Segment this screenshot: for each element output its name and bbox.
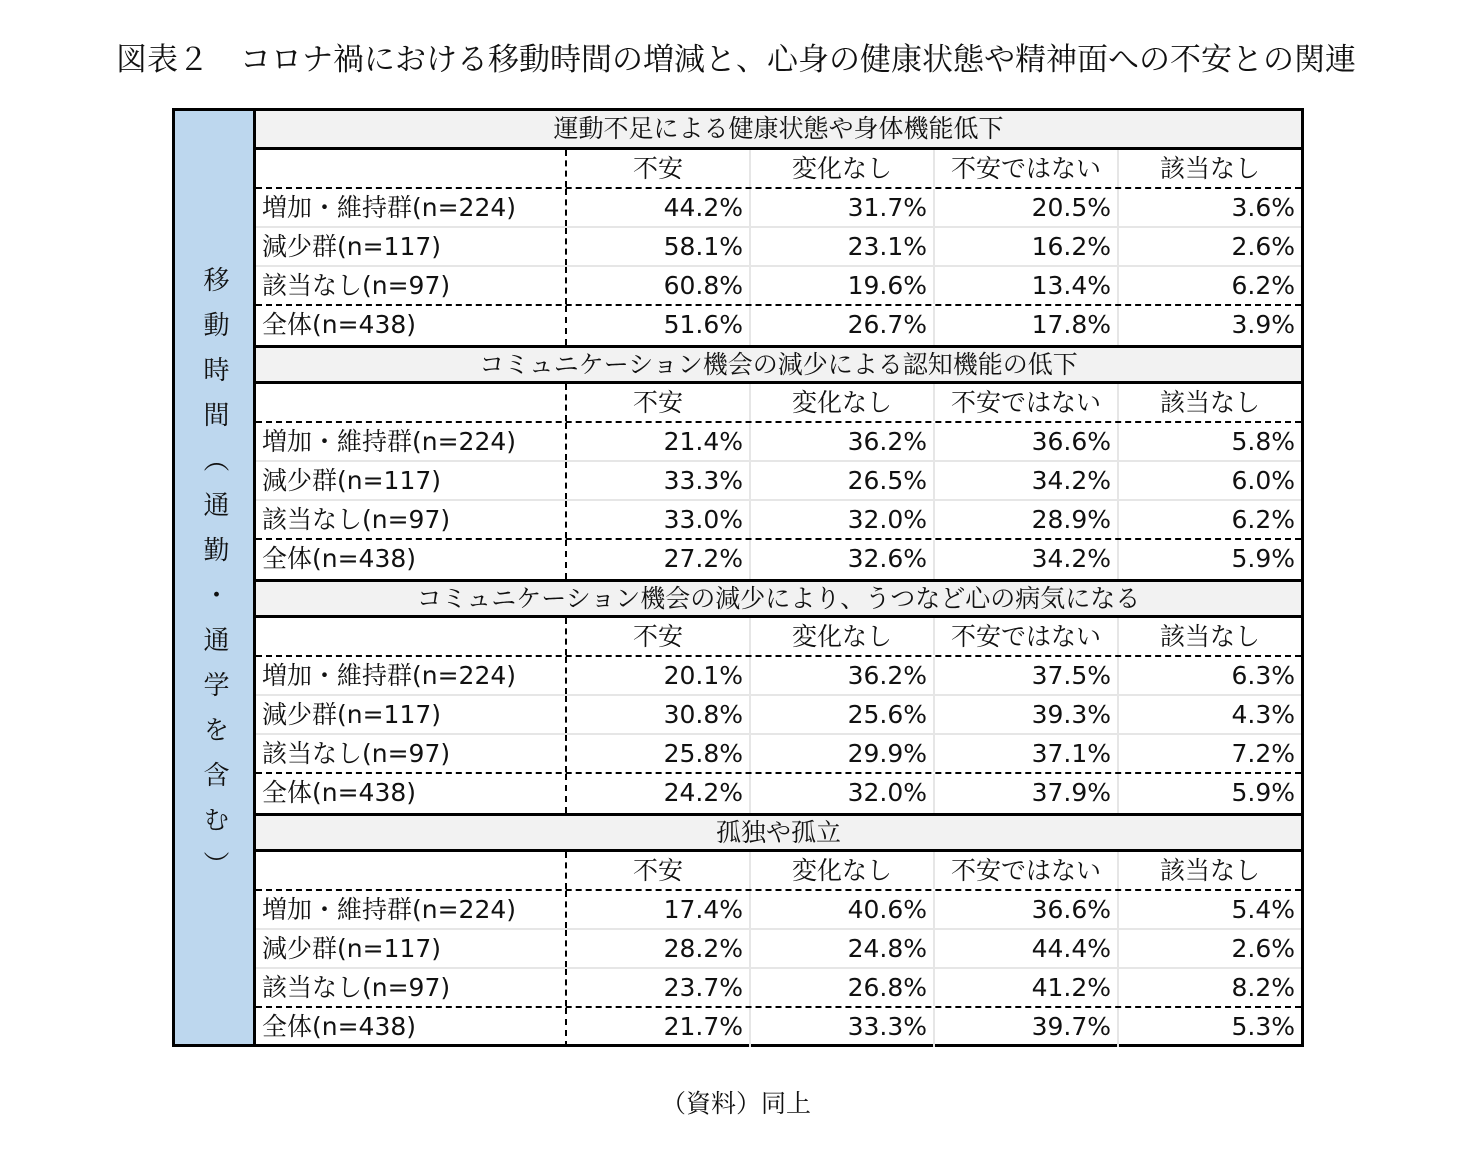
value-cell: 17.8% <box>935 306 1119 345</box>
data-table <box>172 108 1304 1047</box>
table-row <box>256 423 1301 462</box>
column-header-row <box>256 618 1301 657</box>
side-label: 移動時間（通勤・通学を含む） <box>199 265 229 896</box>
value-cell: 36.6% <box>935 891 1119 928</box>
value-cell: 17.4% <box>567 891 751 928</box>
value-cell: 25.6% <box>751 696 935 733</box>
value-cell: 34.2% <box>935 540 1119 579</box>
row-label: 増加・維持群(n=224) <box>256 891 567 928</box>
table-row <box>256 657 1301 696</box>
value-cell: 21.4% <box>567 423 751 460</box>
row-label: 全体(n=438) <box>256 774 567 813</box>
value-cell: 3.9% <box>1231 310 1295 339</box>
value-cell: 20.5% <box>935 189 1119 226</box>
value-cell: 28.9% <box>935 501 1119 538</box>
value-cell: 7.2% <box>1231 739 1295 768</box>
section-heading: コミュニケーション機会の減少による認知機能の低下 <box>256 345 1301 384</box>
value-cell: 28.2% <box>567 930 751 967</box>
column-header: 不安 <box>567 618 751 655</box>
table-row <box>256 540 1301 579</box>
table-row <box>256 306 1301 345</box>
value-cell: 21.7% <box>567 1008 751 1047</box>
value-cell: 8.2% <box>1231 973 1295 1002</box>
row-label: 減少群(n=117) <box>256 462 567 499</box>
value-cell: 4.3% <box>1231 700 1295 729</box>
value-cell: 6.0% <box>1231 466 1295 495</box>
table-section <box>256 813 1301 1047</box>
figure-title: 図表２ コロナ禍における移動時間の増減と、心身の健康状態や精神面への不安との関連 <box>116 42 1356 78</box>
table-body <box>256 111 1301 1044</box>
value-cell: 23.7% <box>567 969 751 1006</box>
side-header <box>175 111 256 1044</box>
value-cell: 33.3% <box>751 1008 935 1047</box>
value-cell: 3.6% <box>1231 193 1295 222</box>
value-cell: 5.4% <box>1231 895 1295 924</box>
value-cell: 20.1% <box>567 657 751 694</box>
column-header: 不安ではない <box>935 384 1119 421</box>
table-row <box>256 267 1301 306</box>
source-note: （資料）同上 <box>660 1089 811 1118</box>
value-cell: 37.5% <box>935 657 1119 694</box>
value-cell: 36.2% <box>751 657 935 694</box>
table-row <box>256 891 1301 930</box>
column-header-blank <box>256 150 567 187</box>
column-header: 変化なし <box>751 384 935 421</box>
row-label: 全体(n=438) <box>256 540 567 579</box>
table-row <box>256 501 1301 540</box>
row-label: 減少群(n=117) <box>256 696 567 733</box>
column-header: 該当なし <box>1159 856 1260 885</box>
column-header: 変化なし <box>751 618 935 655</box>
table-row <box>256 969 1301 1008</box>
column-header: 不安ではない <box>935 618 1119 655</box>
value-cell: 5.3% <box>1231 1012 1295 1041</box>
table-section <box>256 345 1301 579</box>
row-label: 該当なし(n=97) <box>256 735 567 772</box>
value-cell: 44.2% <box>567 189 751 226</box>
table-row <box>256 1008 1301 1047</box>
column-header-row <box>256 384 1301 423</box>
value-cell: 24.8% <box>751 930 935 967</box>
row-label: 該当なし(n=97) <box>256 969 567 1006</box>
column-header: 該当なし <box>1159 622 1260 651</box>
column-header-row <box>256 852 1301 891</box>
value-cell: 24.2% <box>567 774 751 813</box>
row-label: 全体(n=438) <box>256 1008 567 1047</box>
value-cell: 25.8% <box>567 735 751 772</box>
value-cell: 33.0% <box>567 501 751 538</box>
row-label: 増加・維持群(n=224) <box>256 423 567 460</box>
column-header-row <box>256 150 1301 189</box>
value-cell: 36.6% <box>935 423 1119 460</box>
column-header: 不安 <box>567 150 751 187</box>
value-cell: 5.8% <box>1231 427 1295 456</box>
table-row <box>256 735 1301 774</box>
column-header: 該当なし <box>1159 154 1260 183</box>
value-cell: 39.3% <box>935 696 1119 733</box>
value-cell: 37.9% <box>935 774 1119 813</box>
column-header-blank <box>256 852 567 889</box>
column-header: 不安ではない <box>935 852 1119 889</box>
table-row <box>256 189 1301 228</box>
value-cell: 16.2% <box>935 228 1119 265</box>
value-cell: 32.0% <box>751 501 935 538</box>
value-cell: 37.1% <box>935 735 1119 772</box>
value-cell: 39.7% <box>935 1008 1119 1047</box>
value-cell: 34.2% <box>935 462 1119 499</box>
value-cell: 19.6% <box>751 267 935 304</box>
table-row <box>256 462 1301 501</box>
value-cell: 36.2% <box>751 423 935 460</box>
value-cell: 60.8% <box>567 267 751 304</box>
value-cell: 26.8% <box>751 969 935 1006</box>
column-header: 不安ではない <box>935 150 1119 187</box>
row-label: 全体(n=438) <box>256 306 567 345</box>
value-cell: 44.4% <box>935 930 1119 967</box>
value-cell: 26.7% <box>751 306 935 345</box>
value-cell: 5.9% <box>1231 544 1295 573</box>
row-label: 減少群(n=117) <box>256 930 567 967</box>
value-cell: 32.0% <box>751 774 935 813</box>
row-label: 減少群(n=117) <box>256 228 567 265</box>
table-section <box>256 111 1301 345</box>
table-row <box>256 930 1301 969</box>
value-cell: 33.3% <box>567 462 751 499</box>
row-label: 増加・維持群(n=224) <box>256 189 567 226</box>
value-cell: 6.2% <box>1231 505 1295 534</box>
value-cell: 40.6% <box>751 891 935 928</box>
value-cell: 30.8% <box>567 696 751 733</box>
value-cell: 29.9% <box>751 735 935 772</box>
value-cell: 13.4% <box>935 267 1119 304</box>
section-heading: コミュニケーション機会の減少により、うつなど心の病気になる <box>256 579 1301 618</box>
value-cell: 2.6% <box>1231 934 1295 963</box>
value-cell: 2.6% <box>1231 232 1295 261</box>
column-header-blank <box>256 384 567 421</box>
value-cell: 26.5% <box>751 462 935 499</box>
row-label: 増加・維持群(n=224) <box>256 657 567 694</box>
column-header: 変化なし <box>751 150 935 187</box>
value-cell: 27.2% <box>567 540 751 579</box>
table-section <box>256 579 1301 813</box>
value-cell: 23.1% <box>751 228 935 265</box>
row-label: 該当なし(n=97) <box>256 501 567 538</box>
column-header-blank <box>256 618 567 655</box>
column-header: 不安 <box>567 384 751 421</box>
table-row <box>256 228 1301 267</box>
column-header: 不安 <box>567 852 751 889</box>
row-label: 該当なし(n=97) <box>256 267 567 304</box>
value-cell: 5.9% <box>1231 778 1295 807</box>
value-cell: 32.6% <box>751 540 935 579</box>
column-header: 該当なし <box>1159 388 1260 417</box>
value-cell: 51.6% <box>567 306 751 345</box>
section-heading: 運動不足による健康状態や身体機能低下 <box>256 111 1301 150</box>
value-cell: 41.2% <box>935 969 1119 1006</box>
value-cell: 6.2% <box>1231 271 1295 300</box>
value-cell: 58.1% <box>567 228 751 265</box>
value-cell: 31.7% <box>751 189 935 226</box>
value-cell: 6.3% <box>1231 661 1295 690</box>
table-row <box>256 774 1301 813</box>
column-header: 変化なし <box>751 852 935 889</box>
table-row <box>256 696 1301 735</box>
section-heading: 孤独や孤立 <box>256 813 1301 852</box>
